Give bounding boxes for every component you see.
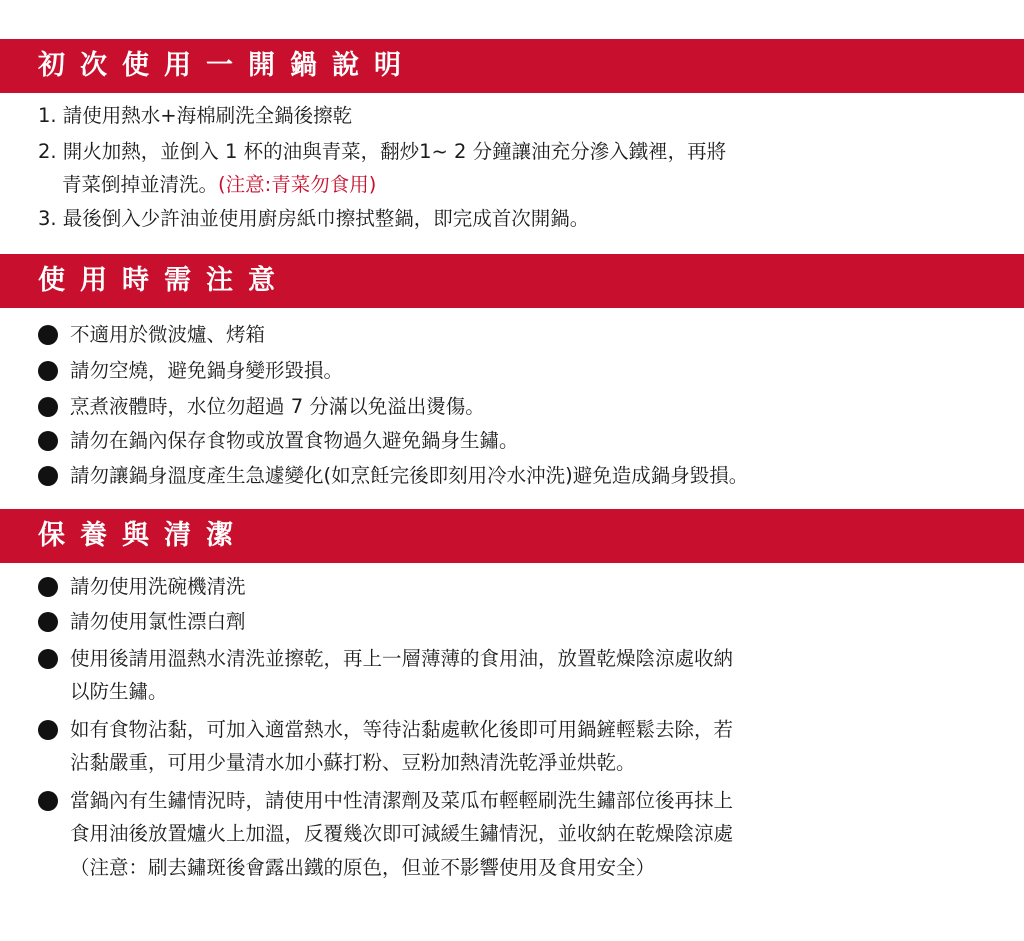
section-banner-care-cleaning [0, 509, 1024, 563]
list-item-text: 請勿在鍋內保存食物或放置食物過久避免鍋身生鏽。 [70, 429, 519, 452]
bullet-icon [38, 577, 58, 597]
section-banner-first-use [0, 39, 1024, 93]
list-item-continuation: 以防生鏽。 [70, 680, 168, 703]
step-1: 1. 請使用熱水+海棉刷洗全鍋後擦乾 [38, 104, 353, 127]
list-item [38, 354, 343, 388]
section-title-usage-notes: 使用時需注意 [38, 265, 290, 296]
list-item [38, 713, 733, 747]
list-item [38, 459, 748, 493]
list-item-text: 請勿讓鍋身溫度產生急遽變化(如烹飪完後即刻用冷水沖洗)避免造成鍋身毀損。 [70, 464, 749, 487]
list-item [38, 390, 485, 424]
section-banner-usage-notes [0, 254, 1024, 308]
bullet-icon [38, 397, 58, 417]
list-item-text: 請勿使用氯性漂白劑 [70, 610, 246, 633]
list-item-continuation: 食用油後放置爐火上加溫，反覆幾次即可減緩生鏽情況，並收納在乾燥陰涼處 [70, 822, 734, 845]
list-item-continuation: 沾黏嚴重，可用少量清水加小蘇打粉、豆粉加熱清洗乾淨並烘乾。 [70, 751, 636, 774]
step-2-line-1: 2. 開火加熱，並倒入 1 杯的油與青菜，翻炒1~ 2 分鐘讓油充分滲入鐵裡，再將 [38, 140, 727, 163]
step-2-warning-note: (注意:青菜勿食用) [218, 173, 377, 196]
bullet-icon [38, 720, 58, 740]
bullet-icon [38, 361, 58, 381]
list-item [38, 642, 733, 676]
list-item [38, 318, 265, 352]
step-3: 3. 最後倒入少許油並使用廚房紙巾擦拭整鍋，即完成首次開鍋。 [38, 207, 590, 230]
bullet-icon [38, 612, 58, 632]
list-item [38, 605, 246, 639]
step-2-text: 青菜倒掉並清洗。 [62, 173, 219, 196]
list-item-text: 如有食物沾黏，可加入適當熱水，等待沾黏處軟化後即可用鍋鏟輕鬆去除，若 [70, 718, 734, 741]
list-item-text: 請勿空燒，避免鍋身變形毀損。 [70, 359, 344, 382]
list-item-text: 不適用於微波爐、烤箱 [70, 323, 266, 346]
step-2-line-2 [62, 173, 376, 197]
list-item [38, 424, 519, 458]
list-item [38, 570, 246, 604]
bullet-icon [38, 791, 58, 811]
bullet-icon [38, 466, 58, 486]
bullet-icon [38, 431, 58, 451]
list-item-text: 烹煮液體時，水位勿超過 7 分滿以免溢出燙傷。 [70, 395, 485, 418]
section-title-care-cleaning: 保養與清潔 [38, 520, 248, 551]
list-item-text: 請勿使用洗碗機清洗 [70, 575, 246, 598]
list-item [38, 784, 733, 818]
section-title-first-use: 初次使用一開鍋說明 [38, 50, 416, 81]
bullet-icon [38, 649, 58, 669]
bullet-icon [38, 325, 58, 345]
list-item-text: 使用後請用溫熱水清洗並擦乾，再上一層薄薄的食用油，放置乾燥陰涼處收納 [70, 647, 734, 670]
list-item-text: 當鍋內有生鏽情況時，請使用中性清潔劑及菜瓜布輕輕刷洗生鏽部位後再抹上 [70, 789, 734, 812]
list-item-continuation: （注意：刷去鏽斑後會露出鐵的原色，但並不影響使用及食用安全） [70, 856, 656, 879]
